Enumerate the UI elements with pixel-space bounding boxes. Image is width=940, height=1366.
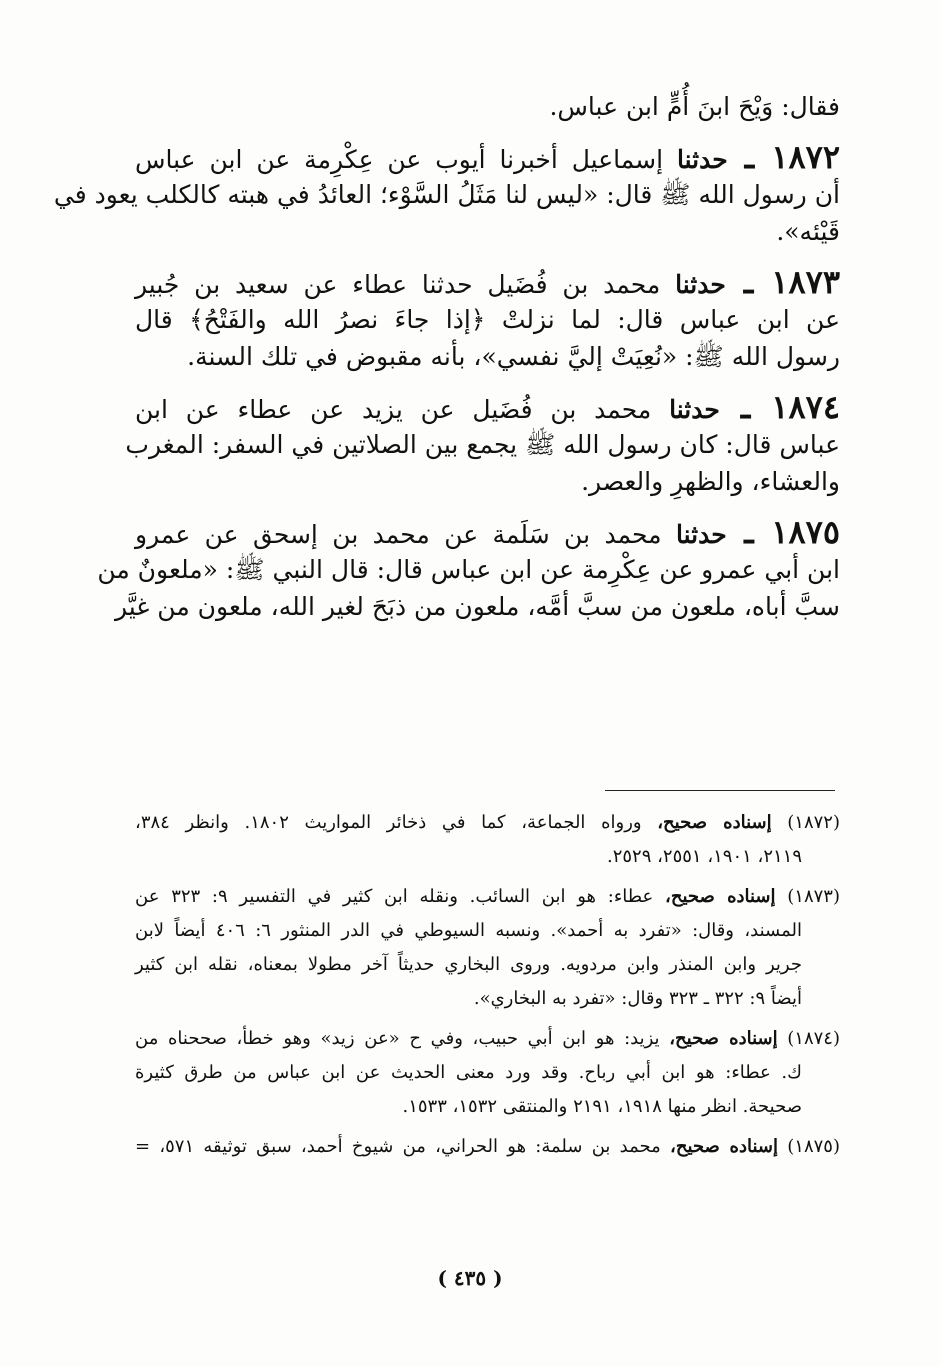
footnote-1874 [135, 1022, 840, 1124]
hadith-heading: حدثنا [676, 145, 728, 174]
hadith-number: ١٨٧٢ [771, 138, 841, 176]
hadith-heading: حدثنا [675, 270, 726, 299]
footnote-number: (١٨٧٤) [787, 1028, 840, 1049]
hadith-line: أن رسول الله ﷺ قال: «ليس لنا مَثَلُ السَّوْء؛ العائدُ في هبته كالكلب يعود في [53, 180, 840, 209]
hadith-number: ١٨٧٣ [771, 263, 841, 301]
footnote-line: عطاء: هو ابن السائب. ونقله ابن كثير في التفسير ٩: ٣٢٣ عن [135, 886, 654, 907]
hadith-heading: حدثنا [669, 395, 720, 424]
footnote-1875 [135, 1130, 840, 1164]
footnote-line: ورواه الجماعة، كما في ذخائر المواريث ١٨٠٢. وانظر ٣٨٤، [135, 812, 642, 833]
hadith-line: محمد بن فُضَيل حدثنا عطاء عن سعيد بن جُبير [135, 270, 661, 299]
footnote-line: صحيحة. انظر منها ١٩١٨، ٢١٩١ والمنتقى ١٥٣٢، ١٥٣٣. [402, 1096, 802, 1117]
footnote-number: (١٨٧٣) [787, 886, 840, 907]
footnote-number: (١٨٧٥) [787, 1136, 840, 1157]
footnote-line: ٢١١٩، ١٩٠١، ٢٥٥١، ٢٥٢٩. [606, 846, 802, 867]
footnote-separator [605, 790, 835, 791]
hadith-line: قَيْئه». [776, 217, 840, 246]
hadith-number: ١٨٧٤ [771, 388, 841, 426]
intro-line: فقال: وَيْحَ ابنَ أُمٍّ ابن عباس. [549, 92, 840, 121]
footnote-line: المسند، وقال: «تفرد به أحمد». ونسبه السيوطي في الدر المنثور ٦: ٤٠٦ أيضاً لابن [135, 920, 802, 941]
footnote-1873 [135, 880, 840, 1016]
hadith-line: والعشاء، والظهرِ والعصر. [581, 467, 840, 496]
hadith-line: رسول الله ﷺ: «نُعِيَتْ إليَّ نفسي»، بأنه مقبوض في تلك السنة. [187, 342, 840, 371]
footnote-grading: إسناده صحيح، [657, 812, 772, 833]
hadith-number: ١٨٧٥ [771, 513, 841, 551]
hadith-line: عباس قال: كان رسول الله ﷺ يجمع بين الصلاتين في السفر: المغرب [125, 430, 840, 459]
footnote-line: أيضاً ٩: ٣٢٢ ـ ٣٢٣ وقال: «تفرد به البخاري». [473, 988, 802, 1009]
hadith-1872: ١٨٧٢ ـ حدثنا إسماعيل أخبرنا أيوب عن عِكْرِمة عن ابن عباس أن رسول الله ﷺ قال: «ليس لنا مَثَلُ السَّوْء؛ العائدُ في هبته كالكلب يعود في قَيْئه». [135, 139, 840, 250]
hadith-heading: حدثنا [675, 520, 727, 549]
hadith-line: ابن أبي عمرو عن عِكْرِمة عن ابن عباس قال: قال النبي ﷺ: «ملعونٌ من [97, 555, 840, 584]
hadith-1875: ١٨٧٥ ـ حدثنا محمد بن سَلَمة عن محمد بن إسحق عن عمرو ابن أبي عمرو عن عِكْرِمة عن ابن عباس قال: قال النبي ﷺ: «ملعونٌ من سبَّ أباه، ملعون من سبَّ أمَّه، ملعون من ذبَحَ لغير الله، ملعون من غيَّر [135, 514, 840, 625]
footnote-line: جرير وابن المنذر وابن مردويه. وروى البخاري حديثاً آخر مطولا بمعناه، نقله ابن كثير [135, 954, 802, 975]
hadith-1874: ١٨٧٤ ـ حدثنا محمد بن فُضَيل عن يزيد عن عطاء عن ابن عباس قال: كان رسول الله ﷺ يجمع بين الصلاتين في السفر: المغرب والعشاء، والظهرِ والعصر. [135, 389, 840, 500]
hadith-line: إسماعيل أخبرنا أيوب عن عِكْرِمة عن ابن عباس [135, 145, 664, 174]
footnote-line: يزيد: هو ابن أبي حبيب، وفي ح «عن زيد» وهو خطأ، صححناه من [135, 1028, 660, 1049]
footnote-grading: إسناده صحيح، [665, 886, 776, 907]
footnote-number: (١٨٧٢) [787, 812, 840, 833]
main-text [53, 88, 841, 625]
hadith-line: عن ابن عباس قال: لما نزلتْ ﴿إذا جاءَ نصرُ الله والفَتْحُ﴾ قال [135, 305, 840, 334]
footnote-line: محمد بن سلمة: هو الحراني، من شيوخ أحمد، سبق توثيقه ٥٧١، = [135, 1136, 661, 1157]
footnote-line: ك. عطاء: هو ابن أبي رباح. وقد ورد معنى الحديث عن ابن عباس من طرق كثيرة [135, 1062, 802, 1083]
footnote-grading: إسناده صحيح، [669, 1028, 778, 1049]
hadith-line: محمد بن سَلَمة عن محمد بن إسحق عن عمرو [135, 520, 662, 549]
page-number: ( ٤٣٥ ) [437, 1266, 503, 1290]
hadith-1873: ١٨٧٣ ـ حدثنا محمد بن فُضَيل حدثنا عطاء عن سعيد بن جُبير عن ابن عباس قال: لما نزلتْ ﴿إذا جاءَ نصرُ الله والفَتْحُ﴾ قال رسول الله ﷺ: «نُعِيَتْ إليَّ نفسي»، بأنه مقبوض في تلك السنة. [135, 264, 840, 375]
footnote-1872 [135, 806, 840, 874]
footnotes [135, 800, 840, 1164]
hadith-line: محمد بن فُضَيل عن يزيد عن عطاء عن ابن [135, 395, 652, 424]
hadith-line: سبَّ أباه، ملعون من سبَّ أمَّه، ملعون من ذبَحَ لغير الله، ملعون من غيَّر [114, 592, 840, 621]
footnote-grading: إسناده صحيح، [670, 1136, 779, 1157]
